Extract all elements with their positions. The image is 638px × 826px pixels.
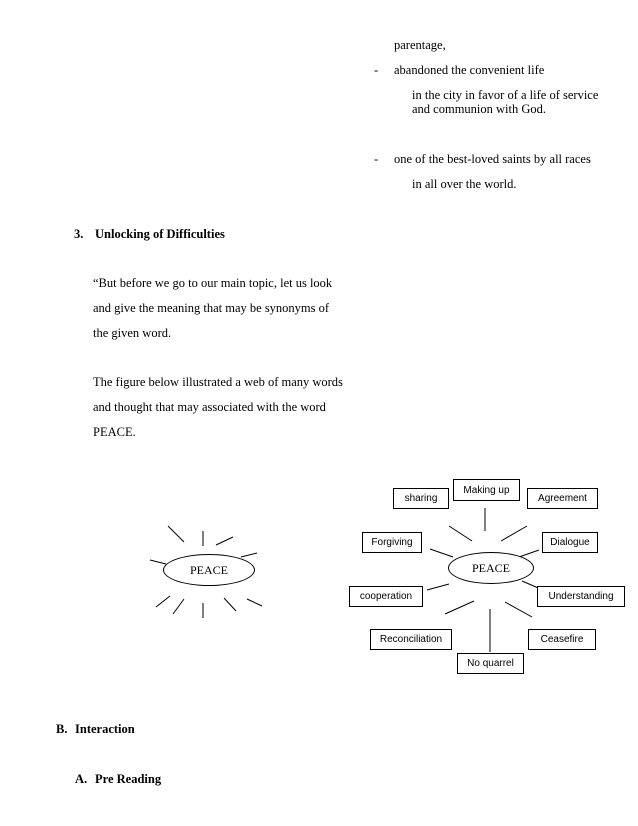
left-ray [173, 599, 184, 614]
word-sharing: sharing [393, 488, 449, 509]
word-dialogue: Dialogue [542, 532, 598, 553]
bio-line-communion: and communion with God. [412, 102, 547, 116]
word-understanding: Understanding [537, 586, 625, 607]
right-ray [449, 526, 472, 541]
word-forgiving: Forgiving [362, 532, 422, 553]
bio-dash-2: - [374, 152, 379, 166]
bio-line-world: in all over the world. [412, 177, 517, 191]
bio-line-city: in the city in favor of a life of service [412, 88, 599, 102]
word-making-up: Making up [453, 479, 520, 501]
word-reconciliation: Reconciliation [370, 629, 452, 650]
word-ceasefire: Ceasefire [528, 629, 596, 650]
para1-line3: the given word. [93, 326, 172, 340]
section-a-label: A. [75, 772, 88, 786]
left-ray [156, 596, 170, 607]
bio-line-abandoned: abandoned the convenient life [394, 63, 545, 77]
peace-oval-right: PEACE [448, 552, 534, 584]
left-ray [216, 537, 233, 545]
para2-line3: PEACE. [93, 425, 136, 439]
peace-oval-left: PEACE [163, 554, 255, 586]
para1-line2: and give the meaning that may be synonyms of [93, 301, 330, 315]
left-ray [224, 598, 236, 611]
right-ray [430, 549, 453, 557]
para2-line2: and thought that may associated with the word [93, 400, 326, 414]
section-3-number: 3. [74, 227, 84, 241]
left-ray [241, 553, 257, 557]
para1-line1: “But before we go to our main topic, let us look [93, 276, 333, 290]
left-ray [150, 560, 166, 564]
section-b-label: B. [56, 722, 68, 736]
word-agreement: Agreement [527, 488, 598, 509]
left-ray [168, 526, 184, 542]
section-3-title: Unlocking of Difficulties [95, 227, 225, 241]
left-ray [247, 599, 262, 606]
word-no-quarrel: No quarrel [457, 653, 524, 674]
right-ray [501, 526, 527, 541]
right-ray [505, 602, 532, 617]
word-cooperation: cooperation [349, 586, 423, 607]
right-ray [427, 584, 449, 590]
right-ray [445, 601, 474, 614]
bio-line-parentage: parentage, [394, 38, 446, 52]
bio-dash-1: - [374, 63, 379, 77]
section-a-title: Pre Reading [95, 772, 162, 786]
section-b-title: Interaction [75, 722, 135, 736]
bio-line-saints: one of the best-loved saints by all races [394, 152, 591, 166]
para2-line1: The figure below illustrated a web of many words [93, 375, 343, 389]
